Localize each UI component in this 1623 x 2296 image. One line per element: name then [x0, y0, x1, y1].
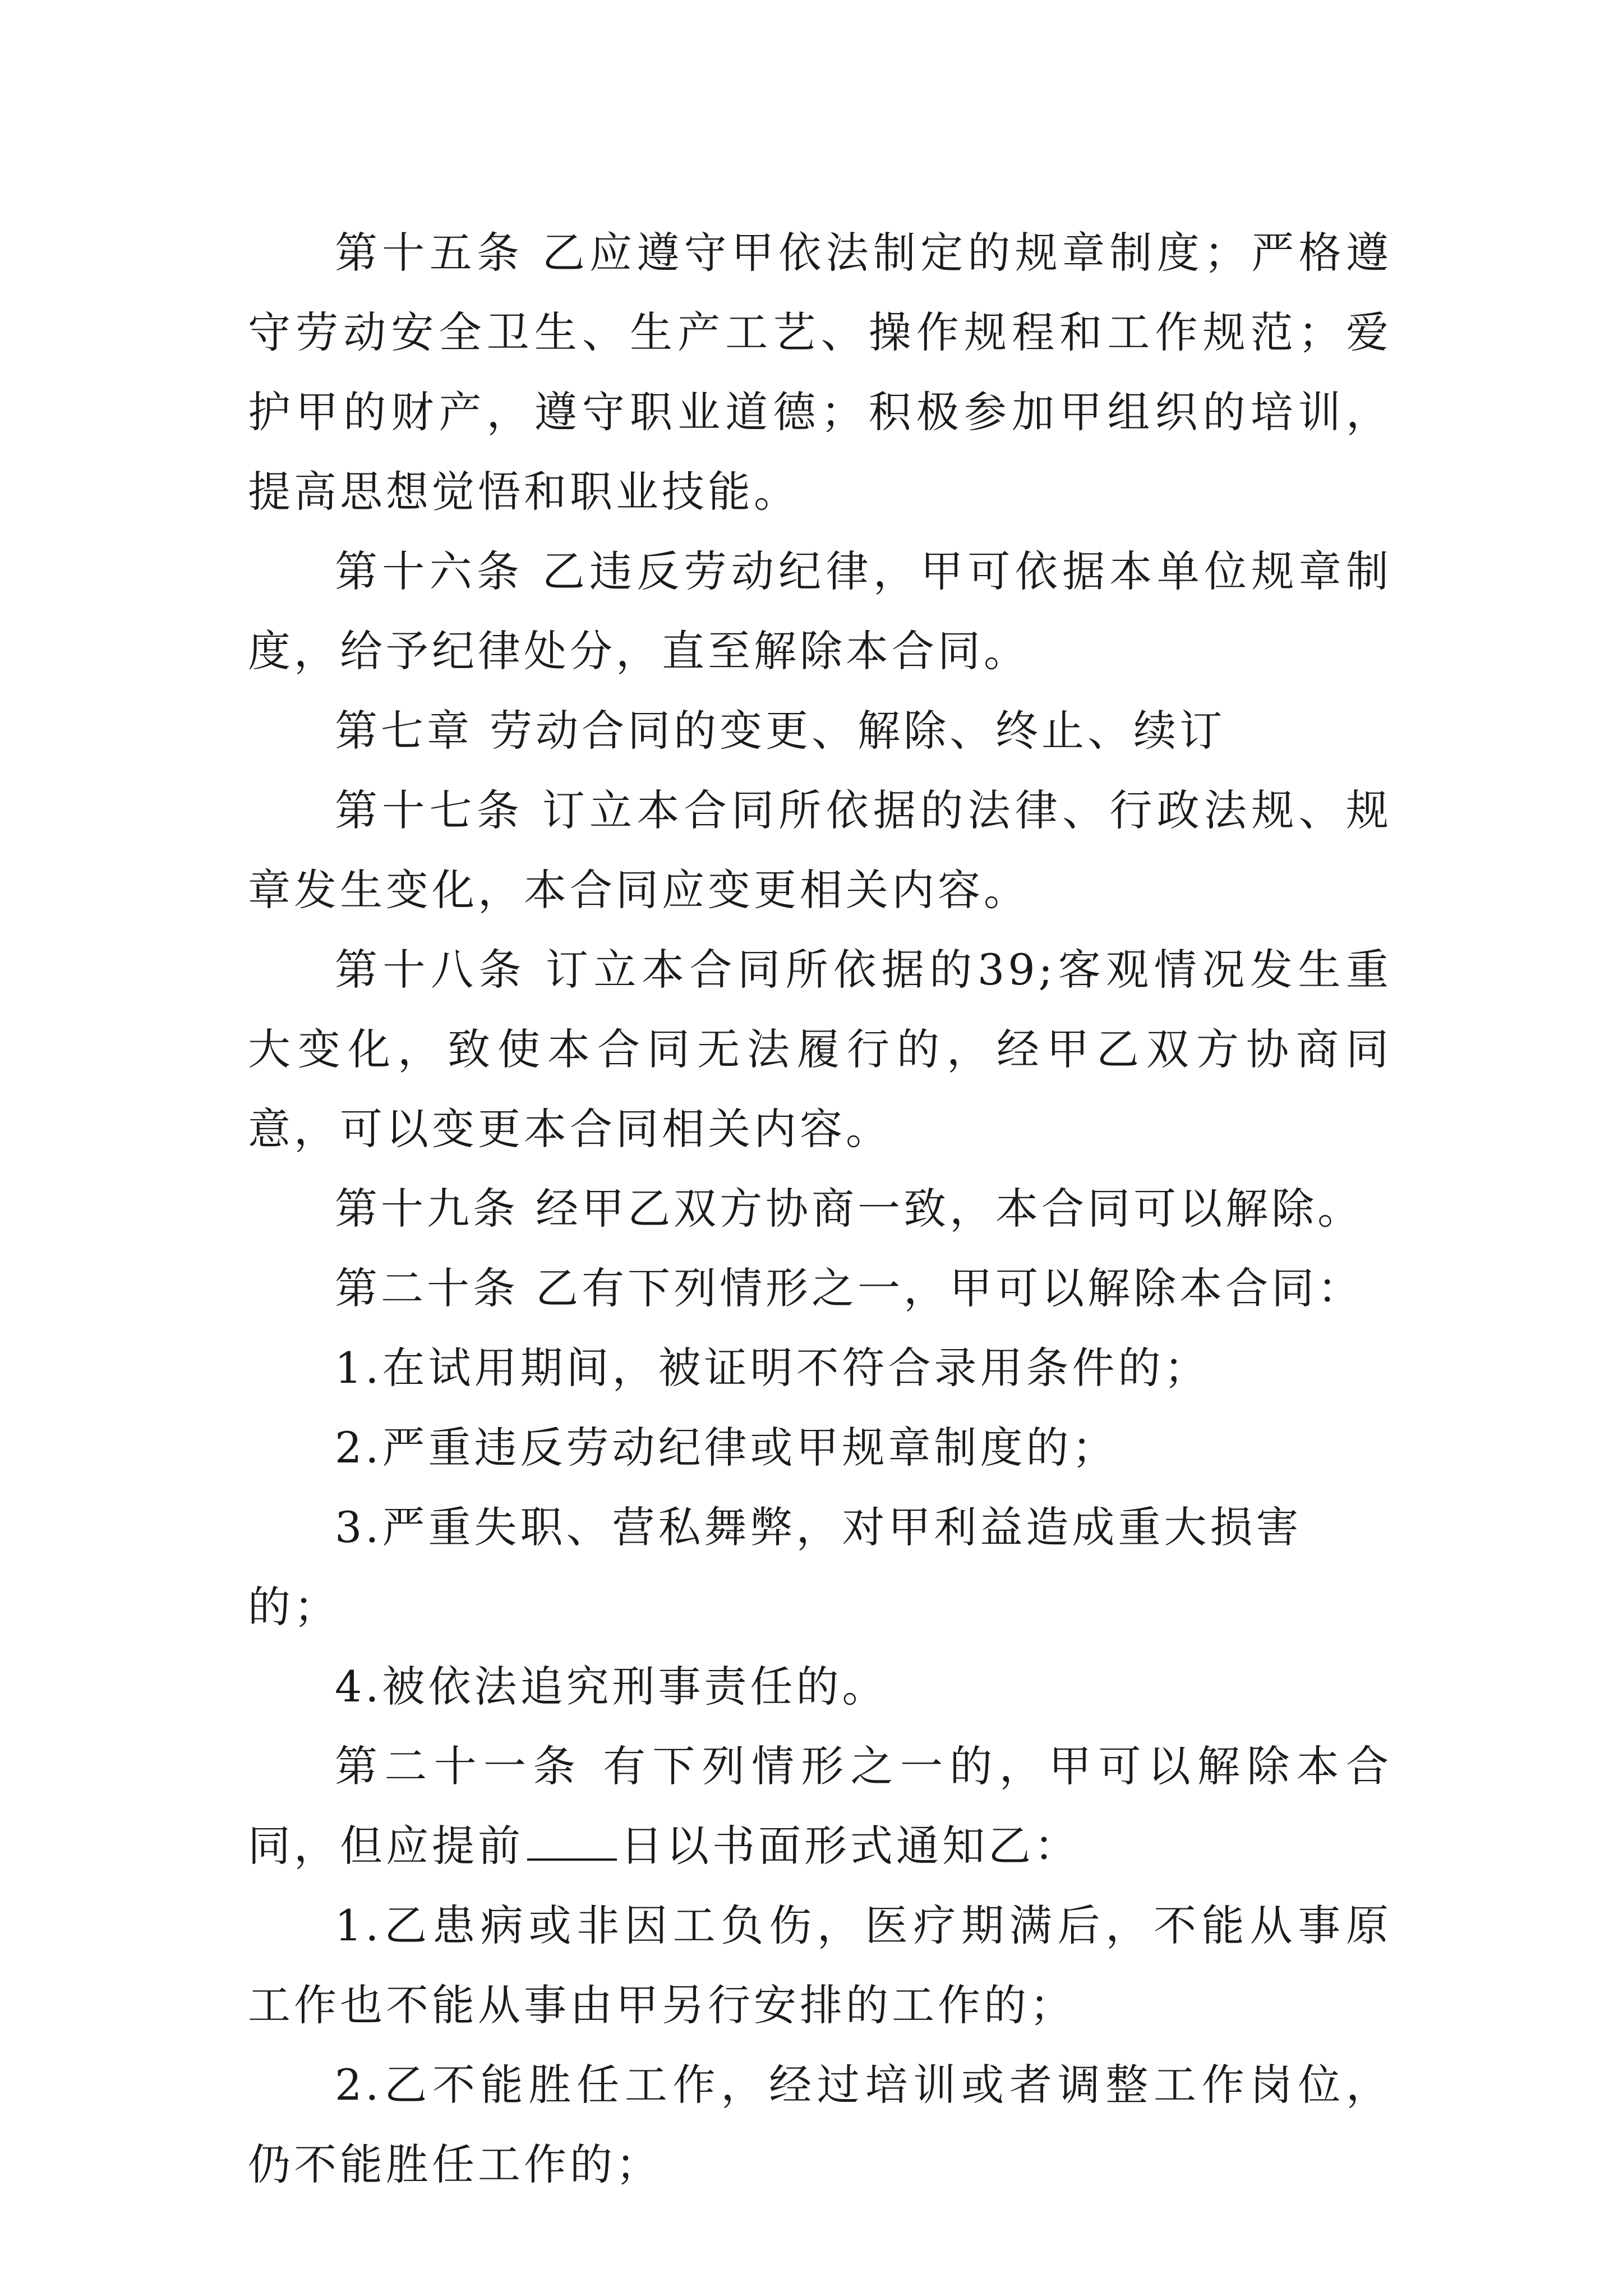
article-21-text-after: 日以书面形式通知乙：: [620, 1821, 1080, 1871]
article-19: 第十九条 经甲乙双方协商一致，本合同可以解除。: [335, 1184, 1364, 1234]
article-21-item-2: 2.乙不能胜任工作，经过培训或者调整工作岗位，仍不能胜任工作的；: [248, 2060, 1392, 2189]
article-21-item-1: 1.乙患病或非因工负伤，医疗期满后，不能从事原工作也不能从事由甲另行安排的工作的；: [248, 1901, 1392, 2030]
article-20-item-4: 4.被依法追究刑事责任的。: [335, 1662, 888, 1711]
document-body: [248, 213, 1392, 2205]
article-21-text-before: 第二十一条 有下列情形之一的，甲可以解除本合同，但应提前: [248, 1741, 1392, 1871]
article-18: 第十八条 订立本合同所依据的39;客观情况发生重大变化，致使本合同无法履行的，经甲乙双方协商同意，可以变更本合同相关内容。: [248, 945, 1392, 1154]
article-20-item-3: 3.严重失职、营私舞弊，对甲利益造成重大损害的；: [248, 1502, 1302, 1632]
article-16: 第十六条 乙违反劳动纪律，甲可依据本单位规章制度，给予纪律处分，直至解除本合同。: [248, 546, 1392, 676]
article-15: 第十五条 乙应遵守甲依法制定的规章制度；严格遵守劳动安全卫生、生产工艺、操作规程和工作规范；爱护甲的财产，遵守职业道德；积极参加甲组织的培训，提高思想觉悟和职业技能。: [248, 228, 1392, 517]
article-21: [248, 1727, 1392, 1886]
article-20: 第二十条 乙有下列情形之一，甲可以解除本合同：: [335, 1263, 1364, 1313]
article-17: 第十七条 订立本合同所依据的法律、行政法规、规章发生变化，本合同应变更相关内容。: [248, 785, 1392, 915]
fill-in-blank-days: [527, 1825, 617, 1861]
article-20-item-1: 1.在试用期间，被证明不符合录用条件的；: [335, 1343, 1210, 1393]
chapter-7-heading: 第七章 劳动合同的变更、解除、终止、续订: [335, 706, 1226, 756]
article-20-item-2: 2.严重违反劳动纪律或甲规章制度的；: [335, 1423, 1118, 1473]
